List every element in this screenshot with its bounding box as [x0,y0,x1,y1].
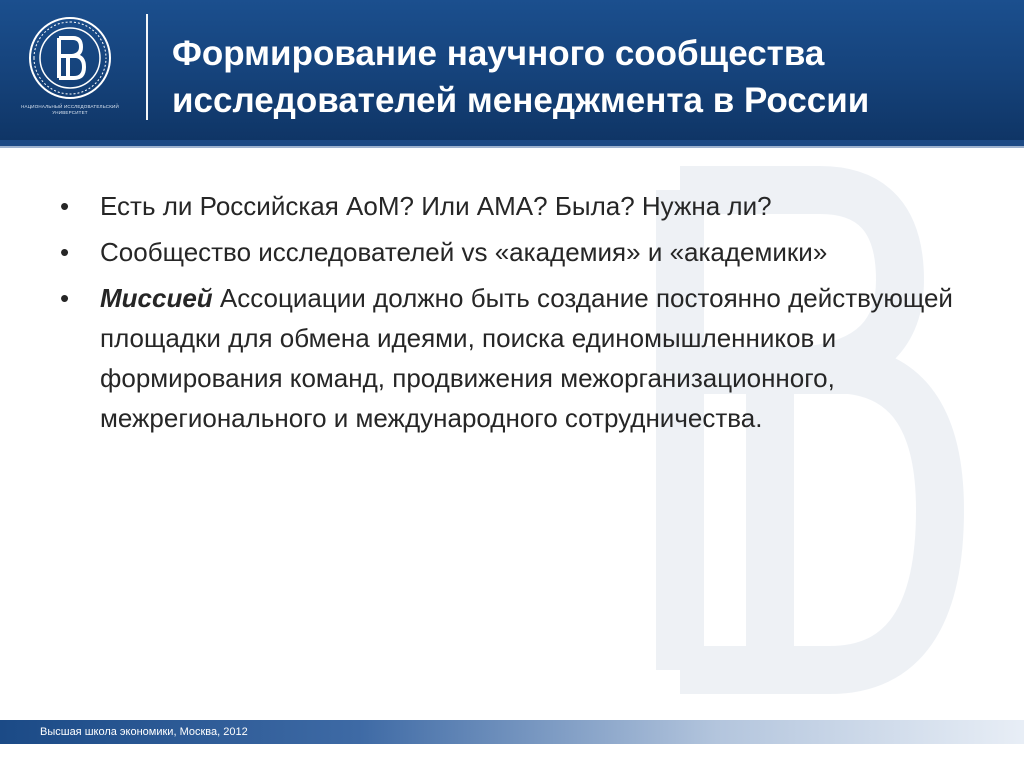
logo-caption [10,104,130,116]
slide-title-line1: Формирование научного сообщества [172,34,825,73]
slide-header [0,0,1024,140]
bullet-text: Сообщество исследователей vs «академия» и «академики» [100,237,828,267]
header-rule-light [0,146,1024,148]
list-item [60,186,960,226]
slide-title [172,30,1002,124]
bullet-marker: • [60,237,70,267]
bullet-emphasis: Миссией [100,283,213,313]
bullet-marker: • [60,191,70,221]
header-divider [146,14,148,120]
logo-caption-line2: УНИВЕРСИТЕТ [52,110,88,115]
slide-title-line2: исследователей менеджмента в России [172,81,870,120]
hse-logo-icon [10,12,130,104]
logo-caption-line1: НАЦИОНАЛЬНЫЙ ИССЛЕДОВАТЕЛЬСКИЙ [21,104,119,109]
bullet-marker: • [60,283,70,313]
bullet-text: Есть ли Российская АоМ? Или АМА? Была? Нужна ли? [100,191,772,221]
slide-footer [0,720,1024,744]
list-item [60,278,960,438]
bullet-list [60,186,960,444]
hse-logo [10,12,130,124]
footer-text: Высшая школа экономики, Москва, 2012 [40,726,248,738]
bullet-text: Ассоциации должно быть создание постоянно действующей площадки для обмена идеями, поиска единомышленников и формирования команд, продвижения межорганизационного, межрегионального и международного сотрудничества. [100,283,953,433]
list-item [60,232,960,272]
